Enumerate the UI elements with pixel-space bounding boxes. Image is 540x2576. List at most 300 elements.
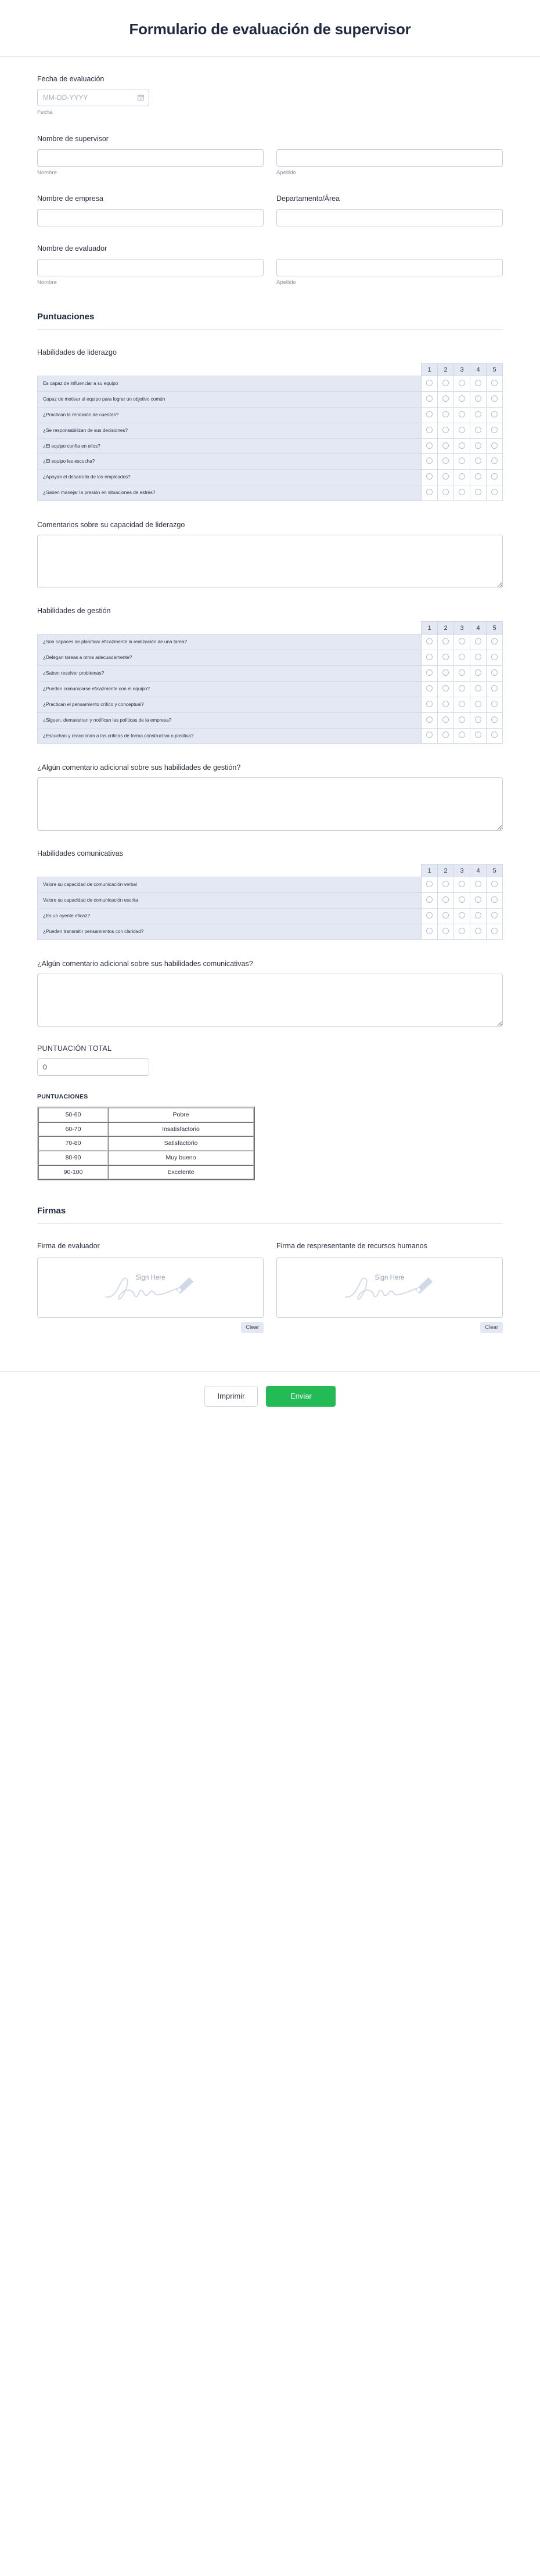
radio-button-icon[interactable] xyxy=(442,701,449,707)
evaluator-signature-label: Firma de evaluador xyxy=(37,1242,100,1251)
scale-head-2: 2 xyxy=(438,622,454,635)
matrix-row xyxy=(38,712,503,728)
matrix-radio-cell-5[interactable] xyxy=(487,665,503,681)
radio-button-icon[interactable] xyxy=(475,395,481,402)
matrix-radio-cell-1[interactable] xyxy=(422,376,438,392)
evaluator-last-name-input[interactable] xyxy=(276,259,503,276)
scale-head-4: 4 xyxy=(470,622,487,635)
score-key-range: 90-100 xyxy=(38,1165,108,1180)
matrix-radio-cell-4[interactable] xyxy=(470,728,487,744)
radio-button-icon[interactable] xyxy=(459,716,465,723)
matrix-radio-cell-2[interactable] xyxy=(438,454,454,470)
matrix-radio-cell-2[interactable] xyxy=(438,909,454,924)
matrix-row xyxy=(38,407,503,423)
radio-button-icon[interactable] xyxy=(475,928,481,934)
radio-button-icon[interactable] xyxy=(475,638,481,644)
matrix-radio-cell-3[interactable] xyxy=(454,712,470,728)
hr-sign-here-text: Sign Here xyxy=(375,1274,405,1281)
scale-head-1: 1 xyxy=(422,622,438,635)
matrix-question-label: ¿Siguen, demuestran y notifican las políticas de la empresa? xyxy=(38,712,422,728)
leadership-matrix-body xyxy=(38,376,503,501)
matrix-radio-cell-1[interactable] xyxy=(422,924,438,940)
hr-signature-clear-button[interactable]: Clear xyxy=(480,1322,503,1333)
matrix-radio-cell-5[interactable] xyxy=(487,423,503,438)
radio-button-icon[interactable] xyxy=(491,442,498,449)
radio-button-icon[interactable] xyxy=(442,881,449,887)
radio-button-icon[interactable] xyxy=(475,380,481,386)
matrix-radio-cell-3[interactable] xyxy=(454,423,470,438)
matrix-radio-cell-5[interactable] xyxy=(487,909,503,924)
radio-button-icon[interactable] xyxy=(491,473,498,480)
score-key-body xyxy=(38,1108,254,1179)
matrix-radio-cell-4[interactable] xyxy=(470,635,487,650)
radio-button-icon[interactable] xyxy=(459,457,465,464)
matrix-radio-cell-5[interactable] xyxy=(487,893,503,909)
matrix-question-label: ¿Escuchan y reaccionan a las críticas de forma constructiva o positiva? xyxy=(38,728,422,744)
radio-button-icon[interactable] xyxy=(491,896,498,903)
matrix-question-label: ¿Practican el pensamiento crítico y conceptual? xyxy=(38,697,422,712)
matrix-radio-cell-3[interactable] xyxy=(454,877,470,893)
radio-button-icon[interactable] xyxy=(459,701,465,707)
radio-button-icon[interactable] xyxy=(491,912,498,918)
scale-head-1: 1 xyxy=(422,864,438,877)
matrix-radio-cell-5[interactable] xyxy=(487,877,503,893)
communication-matrix-header-row xyxy=(38,864,503,877)
matrix-radio-cell-5[interactable] xyxy=(487,407,503,423)
matrix-radio-cell-4[interactable] xyxy=(470,438,487,454)
radio-button-icon[interactable] xyxy=(459,912,465,918)
radio-button-icon[interactable] xyxy=(459,427,465,433)
matrix-radio-cell-2[interactable] xyxy=(438,665,454,681)
radio-button-icon[interactable] xyxy=(459,928,465,934)
radio-button-icon[interactable] xyxy=(426,457,433,464)
matrix-radio-cell-3[interactable] xyxy=(454,407,470,423)
total-score-input[interactable] xyxy=(37,1058,149,1076)
matrix-row xyxy=(38,697,503,712)
radio-button-icon[interactable] xyxy=(491,638,498,644)
matrix-row xyxy=(38,454,503,470)
leadership-comment-textarea[interactable] xyxy=(37,535,503,588)
evaluation-date-input[interactable] xyxy=(37,89,149,106)
evaluator-name-field xyxy=(37,244,503,286)
radio-button-icon[interactable] xyxy=(475,912,481,918)
matrix-radio-cell-5[interactable] xyxy=(487,697,503,712)
matrix-radio-cell-2[interactable] xyxy=(438,635,454,650)
radio-button-icon[interactable] xyxy=(442,442,449,449)
evaluator-name-label: Nombre de evaluador xyxy=(37,244,107,253)
radio-button-icon[interactable] xyxy=(442,638,449,644)
score-key-range: 50-60 xyxy=(38,1108,108,1122)
radio-button-icon[interactable] xyxy=(491,732,498,738)
radio-button-icon[interactable] xyxy=(475,701,481,707)
print-button[interactable]: Imprimir xyxy=(204,1386,258,1407)
score-key-rating: Pobre xyxy=(108,1108,254,1122)
management-question-head xyxy=(38,622,422,635)
communication-matrix-title: Habilidades comunicativas xyxy=(37,849,123,858)
matrix-radio-cell-2[interactable] xyxy=(438,877,454,893)
matrix-radio-cell-2[interactable] xyxy=(438,407,454,423)
radio-button-icon[interactable] xyxy=(442,489,449,495)
score-key-range: 60-70 xyxy=(38,1122,108,1137)
radio-button-icon[interactable] xyxy=(426,442,433,449)
management-comment-block xyxy=(37,763,503,831)
leadership-question-head xyxy=(38,363,422,376)
matrix-radio-cell-1[interactable] xyxy=(422,407,438,423)
matrix-radio-cell-2[interactable] xyxy=(438,423,454,438)
form-header xyxy=(0,0,540,57)
matrix-radio-cell-4[interactable] xyxy=(470,485,487,501)
matrix-radio-cell-1[interactable] xyxy=(422,485,438,501)
radio-button-icon[interactable] xyxy=(442,732,449,738)
matrix-radio-cell-4[interactable] xyxy=(470,697,487,712)
matrix-question-label: ¿Pueden transmitir pensamientos con claridad? xyxy=(38,924,422,940)
scale-head-5: 5 xyxy=(487,622,503,635)
matrix-radio-cell-5[interactable] xyxy=(487,635,503,650)
matrix-row xyxy=(38,376,503,392)
matrix-radio-cell-3[interactable] xyxy=(454,635,470,650)
matrix-row xyxy=(38,423,503,438)
matrix-row xyxy=(38,650,503,666)
matrix-radio-cell-2[interactable] xyxy=(438,438,454,454)
radio-button-icon[interactable] xyxy=(426,881,433,887)
management-comment-label: ¿Algún comentario adicional sobre sus habilidades de gestión? xyxy=(37,763,241,772)
radio-button-icon[interactable] xyxy=(475,427,481,433)
radio-button-icon[interactable] xyxy=(459,638,465,644)
matrix-radio-cell-2[interactable] xyxy=(438,485,454,501)
radio-button-icon[interactable] xyxy=(442,411,449,417)
radio-button-icon[interactable] xyxy=(475,411,481,417)
score-key-table xyxy=(37,1107,255,1180)
matrix-radio-cell-4[interactable] xyxy=(470,391,487,407)
matrix-radio-cell-1[interactable] xyxy=(422,423,438,438)
radio-button-icon[interactable] xyxy=(491,881,498,887)
matrix-radio-cell-5[interactable] xyxy=(487,728,503,744)
communication-matrix-head xyxy=(38,864,503,877)
matrix-radio-cell-4[interactable] xyxy=(470,665,487,681)
management-matrix xyxy=(37,621,503,744)
radio-button-icon[interactable] xyxy=(442,427,449,433)
radio-button-icon[interactable] xyxy=(426,716,433,723)
radio-button-icon[interactable] xyxy=(426,896,433,903)
matrix-radio-cell-3[interactable] xyxy=(454,470,470,485)
radio-button-icon[interactable] xyxy=(426,411,433,417)
radio-button-icon[interactable] xyxy=(442,457,449,464)
matrix-row xyxy=(38,665,503,681)
radio-button-icon[interactable] xyxy=(475,489,481,495)
radio-button-icon[interactable] xyxy=(475,896,481,903)
matrix-radio-cell-5[interactable] xyxy=(487,485,503,501)
radio-button-icon[interactable] xyxy=(442,896,449,903)
radio-button-icon[interactable] xyxy=(491,457,498,464)
communication-matrix-body xyxy=(38,877,503,940)
matrix-radio-cell-3[interactable] xyxy=(454,681,470,697)
radio-button-icon[interactable] xyxy=(426,638,433,644)
radio-button-icon[interactable] xyxy=(459,685,465,691)
matrix-radio-cell-4[interactable] xyxy=(470,877,487,893)
radio-button-icon[interactable] xyxy=(475,685,481,691)
radio-button-icon[interactable] xyxy=(475,716,481,723)
matrix-radio-cell-2[interactable] xyxy=(438,470,454,485)
management-matrix-title: Habilidades de gestión xyxy=(37,607,111,615)
matrix-radio-cell-1[interactable] xyxy=(422,681,438,697)
radio-button-icon[interactable] xyxy=(426,928,433,934)
signatures-row xyxy=(37,1241,503,1333)
matrix-radio-cell-2[interactable] xyxy=(438,376,454,392)
evaluator-first-name-input[interactable] xyxy=(37,259,264,276)
matrix-radio-cell-5[interactable] xyxy=(487,681,503,697)
evaluator-first-name-sublabel: Nombre xyxy=(37,279,57,286)
evaluation-date-input-wrap xyxy=(37,89,149,106)
matrix-radio-cell-1[interactable] xyxy=(422,712,438,728)
evaluator-signature-pad[interactable] xyxy=(37,1258,264,1318)
matrix-radio-cell-1[interactable] xyxy=(422,635,438,650)
matrix-radio-cell-4[interactable] xyxy=(470,893,487,909)
radio-button-icon[interactable] xyxy=(475,654,481,660)
radio-button-icon[interactable] xyxy=(426,489,433,495)
radio-button-icon[interactable] xyxy=(475,473,481,480)
matrix-question-label: Valore su capacidad de comunicación verbal xyxy=(38,877,422,893)
matrix-row xyxy=(38,924,503,940)
radio-button-icon[interactable] xyxy=(426,732,433,738)
matrix-radio-cell-5[interactable] xyxy=(487,376,503,392)
matrix-radio-cell-2[interactable] xyxy=(438,924,454,940)
matrix-radio-cell-2[interactable] xyxy=(438,712,454,728)
radio-button-icon[interactable] xyxy=(475,669,481,676)
evaluator-clear-row xyxy=(37,1322,264,1333)
matrix-radio-cell-1[interactable] xyxy=(422,438,438,454)
signatures-section-title: Firmas xyxy=(37,1206,66,1216)
matrix-radio-cell-4[interactable] xyxy=(470,924,487,940)
radio-button-icon[interactable] xyxy=(426,654,433,660)
radio-button-icon[interactable] xyxy=(442,716,449,723)
radio-button-icon[interactable] xyxy=(459,380,465,386)
matrix-radio-cell-4[interactable] xyxy=(470,909,487,924)
scale-head-4: 4 xyxy=(470,864,487,877)
matrix-radio-cell-3[interactable] xyxy=(454,728,470,744)
radio-button-icon[interactable] xyxy=(442,473,449,480)
radio-button-icon[interactable] xyxy=(459,732,465,738)
radio-button-icon[interactable] xyxy=(442,669,449,676)
management-matrix-body xyxy=(38,635,503,744)
radio-button-icon[interactable] xyxy=(491,654,498,660)
matrix-radio-cell-4[interactable] xyxy=(470,376,487,392)
form-footer xyxy=(0,1371,540,1422)
matrix-radio-cell-3[interactable] xyxy=(454,376,470,392)
evaluator-last-name-sublabel: Apellido xyxy=(276,279,296,286)
scores-section-title: Puntuaciones xyxy=(37,312,95,322)
matrix-radio-cell-2[interactable] xyxy=(438,893,454,909)
matrix-radio-cell-3[interactable] xyxy=(454,650,470,666)
scale-head-5: 5 xyxy=(487,864,503,877)
radio-button-icon[interactable] xyxy=(426,669,433,676)
matrix-radio-cell-1[interactable] xyxy=(422,728,438,744)
matrix-radio-cell-3[interactable] xyxy=(454,391,470,407)
matrix-radio-cell-3[interactable] xyxy=(454,909,470,924)
radio-button-icon[interactable] xyxy=(459,881,465,887)
supervisor-name-row xyxy=(37,149,503,176)
score-key-row xyxy=(38,1108,254,1122)
communication-comment-block xyxy=(37,960,503,1027)
matrix-question-label: ¿Es un oyente eficaz? xyxy=(38,909,422,924)
matrix-radio-cell-1[interactable] xyxy=(422,454,438,470)
evaluation-date-sublabel: Fecha xyxy=(37,109,53,116)
matrix-question-label: ¿El equipo confía en ellos? xyxy=(38,438,422,454)
company-department-columns xyxy=(37,194,503,226)
leadership-matrix-header-row xyxy=(38,363,503,376)
matrix-row xyxy=(38,728,503,744)
management-matrix-head xyxy=(38,622,503,635)
radio-button-icon[interactable] xyxy=(459,669,465,676)
matrix-radio-cell-1[interactable] xyxy=(422,909,438,924)
evaluator-first-name-col xyxy=(37,259,264,286)
supervisor-first-name-input[interactable] xyxy=(37,149,264,167)
matrix-row xyxy=(38,438,503,454)
radio-button-icon[interactable] xyxy=(442,654,449,660)
radio-button-icon[interactable] xyxy=(426,380,433,386)
evaluator-sign-here-text: Sign Here xyxy=(135,1274,165,1281)
matrix-radio-cell-4[interactable] xyxy=(470,454,487,470)
radio-button-icon[interactable] xyxy=(442,395,449,402)
department-input[interactable] xyxy=(276,209,503,226)
matrix-radio-cell-3[interactable] xyxy=(454,485,470,501)
supervisor-last-name-input[interactable] xyxy=(276,149,503,167)
hr-signature-block xyxy=(276,1241,503,1333)
communication-comment-textarea[interactable] xyxy=(37,974,503,1027)
matrix-radio-cell-5[interactable] xyxy=(487,650,503,666)
matrix-question-label: ¿Saben manejar la presión en situaciones de estrés? xyxy=(38,485,422,501)
score-key-rating: Insatisfactorio xyxy=(108,1122,254,1137)
radio-button-icon[interactable] xyxy=(459,489,465,495)
matrix-radio-cell-3[interactable] xyxy=(454,665,470,681)
matrix-radio-cell-3[interactable] xyxy=(454,454,470,470)
matrix-radio-cell-1[interactable] xyxy=(422,697,438,712)
radio-button-icon[interactable] xyxy=(426,395,433,402)
submit-button[interactable]: Enviar xyxy=(266,1386,336,1407)
radio-button-icon[interactable] xyxy=(442,685,449,691)
management-matrix-block xyxy=(37,607,503,744)
matrix-radio-cell-3[interactable] xyxy=(454,924,470,940)
matrix-radio-cell-3[interactable] xyxy=(454,697,470,712)
radio-button-icon[interactable] xyxy=(475,732,481,738)
score-key-rating: Excelente xyxy=(108,1165,254,1180)
radio-button-icon[interactable] xyxy=(426,427,433,433)
matrix-radio-cell-4[interactable] xyxy=(470,712,487,728)
matrix-question-label: ¿Se responsabilizan de sus decisiones? xyxy=(38,423,422,438)
matrix-radio-cell-2[interactable] xyxy=(438,697,454,712)
score-key-rating: Muy bueno xyxy=(108,1151,254,1165)
matrix-radio-cell-1[interactable] xyxy=(422,893,438,909)
radio-button-icon[interactable] xyxy=(442,380,449,386)
radio-button-icon[interactable] xyxy=(491,395,498,402)
radio-button-icon[interactable] xyxy=(459,473,465,480)
radio-button-icon[interactable] xyxy=(475,442,481,449)
matrix-radio-cell-3[interactable] xyxy=(454,893,470,909)
radio-button-icon[interactable] xyxy=(426,473,433,480)
matrix-radio-cell-4[interactable] xyxy=(470,407,487,423)
scale-head-3: 3 xyxy=(454,622,470,635)
radio-button-icon[interactable] xyxy=(491,716,498,723)
matrix-radio-cell-1[interactable] xyxy=(422,877,438,893)
radio-button-icon[interactable] xyxy=(426,701,433,707)
communication-matrix-block xyxy=(37,849,503,940)
radio-button-icon[interactable] xyxy=(459,411,465,417)
radio-button-icon[interactable] xyxy=(491,489,498,495)
form-body xyxy=(0,74,540,1349)
matrix-question-label: ¿Delegan tareas a otros adecuadamente? xyxy=(38,650,422,666)
matrix-row xyxy=(38,635,503,650)
radio-button-icon[interactable] xyxy=(442,912,449,918)
score-key-block xyxy=(37,1093,503,1180)
radio-button-icon[interactable] xyxy=(491,669,498,676)
matrix-radio-cell-1[interactable] xyxy=(422,665,438,681)
matrix-radio-cell-2[interactable] xyxy=(438,650,454,666)
matrix-radio-cell-5[interactable] xyxy=(487,438,503,454)
score-key-range: 70-80 xyxy=(38,1136,108,1151)
scale-head-5: 5 xyxy=(487,363,503,376)
radio-button-icon[interactable] xyxy=(459,896,465,903)
matrix-radio-cell-4[interactable] xyxy=(470,681,487,697)
radio-button-icon[interactable] xyxy=(491,427,498,433)
management-comment-textarea[interactable] xyxy=(37,777,503,831)
matrix-radio-cell-5[interactable] xyxy=(487,454,503,470)
matrix-radio-cell-5[interactable] xyxy=(487,712,503,728)
radio-button-icon[interactable] xyxy=(491,685,498,691)
scale-head-3: 3 xyxy=(454,363,470,376)
radio-button-icon[interactable] xyxy=(491,928,498,934)
bottom-spacer xyxy=(37,1333,503,1348)
radio-button-icon[interactable] xyxy=(475,881,481,887)
matrix-radio-cell-1[interactable] xyxy=(422,391,438,407)
matrix-question-label: Es capaz de influenciar a su equipo xyxy=(38,376,422,392)
radio-button-icon[interactable] xyxy=(491,701,498,707)
matrix-radio-cell-5[interactable] xyxy=(487,924,503,940)
department-field xyxy=(276,194,503,226)
radio-button-icon[interactable] xyxy=(491,380,498,386)
matrix-radio-cell-4[interactable] xyxy=(470,423,487,438)
matrix-radio-cell-3[interactable] xyxy=(454,438,470,454)
matrix-radio-cell-1[interactable] xyxy=(422,470,438,485)
radio-button-icon[interactable] xyxy=(475,457,481,464)
radio-button-icon[interactable] xyxy=(459,395,465,402)
radio-button-icon[interactable] xyxy=(442,928,449,934)
score-key-rating: Satisfactorio xyxy=(108,1136,254,1151)
radio-button-icon[interactable] xyxy=(426,685,433,691)
evaluator-signature-clear-button[interactable]: Clear xyxy=(241,1322,264,1333)
company-name-input[interactable] xyxy=(37,209,264,226)
leadership-matrix-head xyxy=(38,363,503,376)
matrix-radio-cell-2[interactable] xyxy=(438,391,454,407)
radio-button-icon[interactable] xyxy=(426,912,433,918)
matrix-radio-cell-4[interactable] xyxy=(470,470,487,485)
hr-signature-pad[interactable] xyxy=(276,1258,503,1318)
radio-button-icon[interactable] xyxy=(459,442,465,449)
radio-button-icon[interactable] xyxy=(491,411,498,417)
score-key-row xyxy=(38,1122,254,1137)
matrix-radio-cell-4[interactable] xyxy=(470,650,487,666)
supervisor-last-name-col xyxy=(276,149,503,176)
matrix-radio-cell-2[interactable] xyxy=(438,728,454,744)
score-key-row xyxy=(38,1151,254,1165)
matrix-radio-cell-2[interactable] xyxy=(438,681,454,697)
matrix-radio-cell-1[interactable] xyxy=(422,650,438,666)
total-score-field xyxy=(37,1044,503,1076)
scores-section-header xyxy=(37,312,503,330)
radio-button-icon[interactable] xyxy=(459,654,465,660)
matrix-radio-cell-5[interactable] xyxy=(487,391,503,407)
score-key-range: 80-90 xyxy=(38,1151,108,1165)
matrix-row xyxy=(38,470,503,485)
matrix-radio-cell-5[interactable] xyxy=(487,470,503,485)
